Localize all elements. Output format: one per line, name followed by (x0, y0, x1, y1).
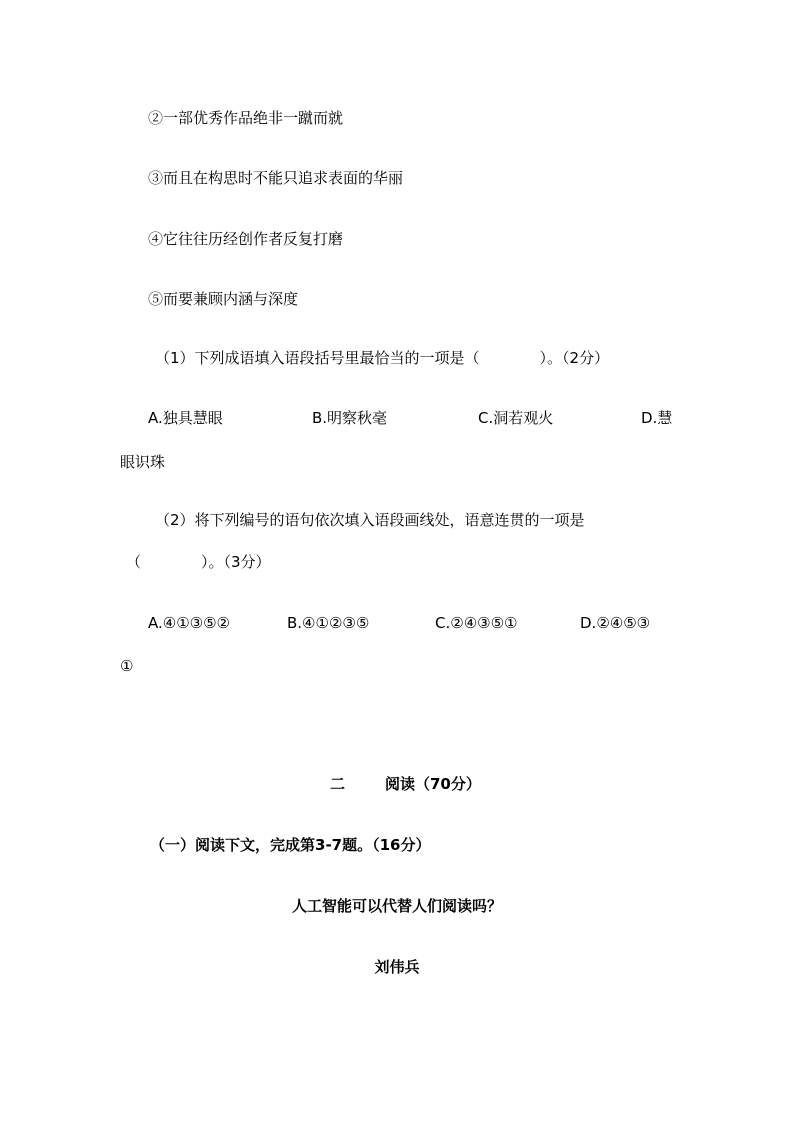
question-2-option-d-wrap: ① (120, 657, 134, 675)
question-1-option-b[interactable]: B.明察秋毫 (312, 409, 388, 427)
question-1-option-c[interactable]: C.洞若观火 (478, 409, 554, 427)
question-2-option-d[interactable]: D.②④⑤③ (580, 614, 651, 632)
article-title: 人工智能可以代替人们阅读吗？ (291, 897, 502, 915)
question-2-option-c[interactable]: C.②④③⑤① (435, 614, 518, 632)
sub-heading: （一）阅读下文，完成第3-7题。（16分） (150, 836, 431, 854)
question-1-option-d[interactable]: D.慧 (641, 409, 673, 427)
sentence-3: ③而且在构思时不能只追求表面的华丽 (148, 169, 404, 187)
sentence-2: ②一部优秀作品绝非一蹴而就 (148, 109, 344, 127)
question-2-prompt-line-2: （ ）。（3分） (126, 553, 271, 571)
section-number: 二 (330, 775, 346, 793)
sentence-4: ④它往往历经创作者反复打磨 (148, 230, 344, 248)
question-1-option-d-wrap: 眼识珠 (120, 453, 166, 471)
section-title: 阅读（70分） (385, 775, 481, 793)
sentence-5: ⑤而要兼顾内涵与深度 (148, 290, 299, 308)
article-author: 刘伟兵 (374, 958, 420, 976)
question-1-prompt: （1）下列成语填入语段括号里最恰当的一项是（ ）。（2分） (155, 349, 610, 367)
question-1-option-a[interactable]: A.独具慧眼 (148, 409, 223, 427)
question-2-option-b[interactable]: B.④①②③⑤ (287, 614, 370, 632)
question-2-prompt-line-1: （2）将下列编号的语句依次填入语段画线处，语意连贯的一项是 (155, 511, 585, 529)
question-2-option-a[interactable]: A.④①③⑤② (148, 614, 231, 632)
